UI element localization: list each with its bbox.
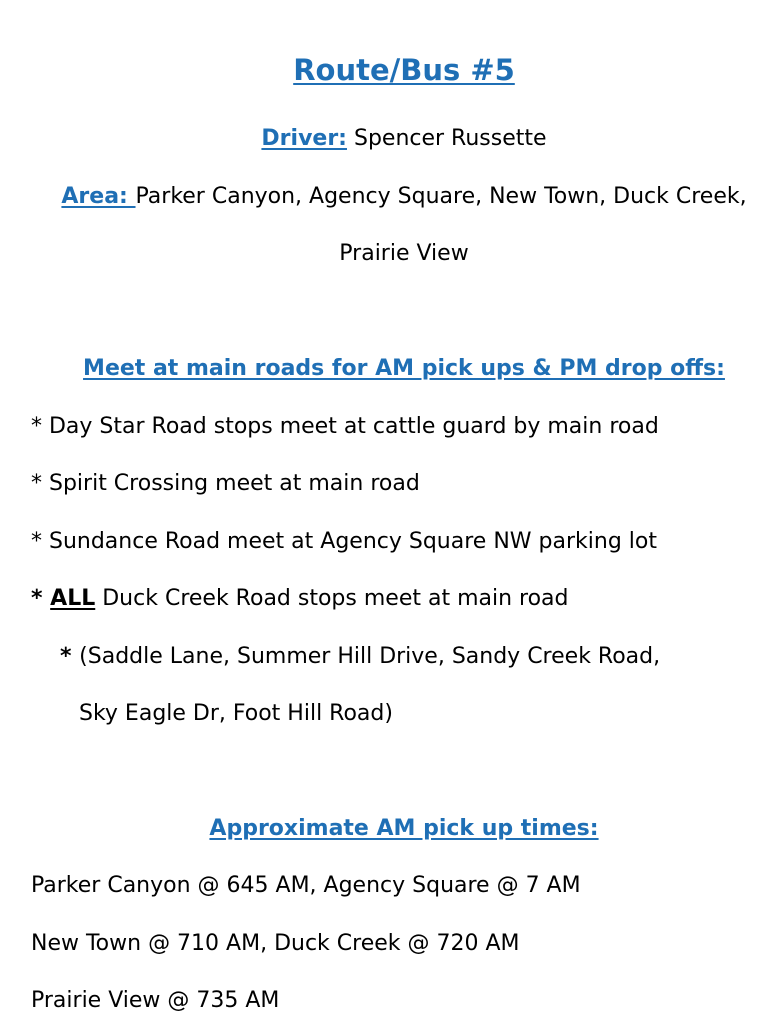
stop-item: * Day Star Road stops meet at cattle guard by main road [31,414,659,439]
area-label: Area: [61,184,136,209]
page-title: Route/Bus #5 [293,53,515,87]
time-entry: New Town @ 710 AM, Duck Creek @ 720 AM [31,931,520,956]
all-emphasis: ALL [50,586,96,611]
area-list: Parker Canyon, Agency Square, New Town, Duck Creek, [135,184,747,209]
driver-label: Driver: [261,126,347,151]
time-entry: Prairie View @ 735 AM [31,988,280,1013]
driver-name: Spencer Russette [353,126,547,151]
sub-stop-text: (Saddle Lane, Summer Hill Drive, Sandy Creek Road, [79,644,661,669]
driver-line [0,124,768,154]
sub-stop-item [60,642,660,672]
area-list-continued: Prairie View [339,241,469,266]
times-heading: Approximate AM pick up times: [209,816,599,841]
stop-text: Duck Creek Road stops meet at main road [95,586,569,611]
stop-item: * Sundance Road meet at Agency Square NW parking lot [31,529,657,554]
bullet-star: * [31,586,51,611]
stop-item-duck-creek [31,584,569,614]
sub-bullet-star: * [60,644,80,669]
stop-item: * Spirit Crossing meet at main road [31,471,420,496]
area-line [0,182,768,212]
meet-heading: Meet at main roads for AM pick ups & PM drop offs: [83,356,725,381]
sub-stop-text-continued: Sky Eagle Dr, Foot Hill Road) [79,701,393,726]
time-entry: Parker Canyon @ 645 AM, Agency Square @ 7 AM [31,873,581,898]
